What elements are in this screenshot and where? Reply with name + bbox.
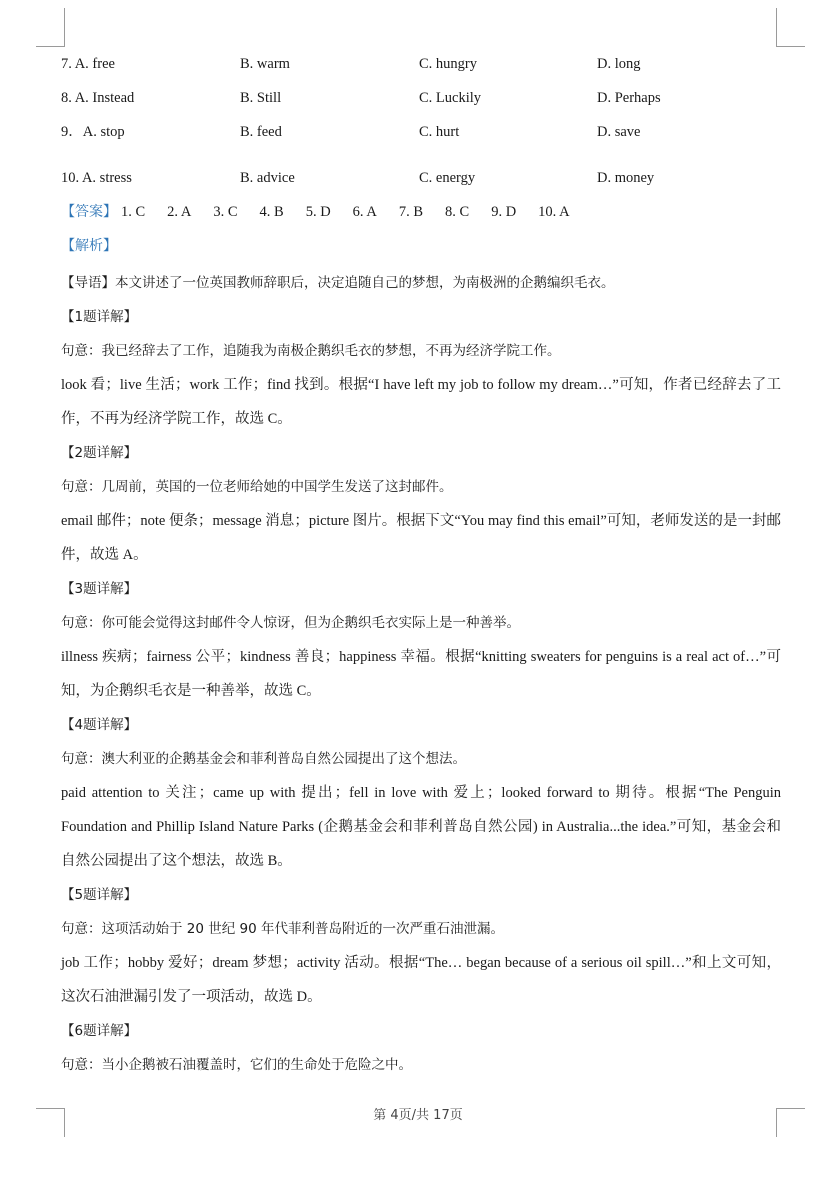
section-detail-3: illness 疾病；fairness 公平；kindness 善良；happiness 幸福。根据“knitting sweaters for penguins is a real act of…”可知，为企鹅织毛衣是一种善举，故选 C。 <box>61 649 781 699</box>
answer-item: 1. C <box>121 204 146 220</box>
section-detail-1: look 看；live 生活；work 工作；find 找到。根据“I have left my job to follow my dream…”可知，作者已经辞去了工作，不再为经济学院工作，故选 C。 <box>61 377 781 427</box>
answer-line <box>61 198 781 232</box>
meaning-text: 句意：几周前，英国的一位老师给她的中国学生发送了这封邮件。 <box>61 479 453 495</box>
meaning-text: 句意：澳大利亚的企鹅基金会和菲利普岛自然公园提出了这个想法。 <box>61 751 466 767</box>
section-title-2: 【2题详解】 <box>61 445 138 461</box>
option-b: B. feed <box>240 124 282 140</box>
section-meaning-2 <box>61 470 781 504</box>
intro-paragraph <box>61 266 781 300</box>
option-a: 9．A. stop <box>61 124 125 140</box>
option-b: B. warm <box>240 56 290 72</box>
meaning-text: 句意：我已经辞去了工作，追随我为南极企鹅织毛衣的梦想，不再为经济学院工作。 <box>61 343 561 359</box>
section-meaning-1 <box>61 334 781 368</box>
section-title-1: 【1题详解】 <box>61 309 138 325</box>
analysis-heading: 【解析】 <box>61 238 117 254</box>
intro-text: 【导语】本文讲述了一位英国教师辞职后，决定追随自己的梦想，为南极洲的企鹅编织毛衣。 <box>61 275 615 291</box>
answer-label: 【答案】 <box>61 204 117 220</box>
section-title-4: 【4题详解】 <box>61 717 138 733</box>
option-d: D. Perhaps <box>597 90 661 106</box>
answer-item: 3. C <box>213 204 238 220</box>
option-row-8 <box>61 84 781 118</box>
section-title-5: 【5题详解】 <box>61 887 138 903</box>
meaning-text: 句意：你可能会觉得这封邮件令人惊讶，但为企鹅织毛衣实际上是一种善举。 <box>61 615 520 631</box>
option-d: D. save <box>597 124 641 140</box>
option-row-7 <box>61 50 781 84</box>
option-b: B. advice <box>240 170 295 186</box>
answer-item: 4. B <box>259 204 284 220</box>
answer-item: 8. C <box>445 204 470 220</box>
option-d: D. money <box>597 170 655 186</box>
option-row-10 <box>61 164 781 198</box>
section-meaning-6 <box>61 1048 781 1082</box>
section-title-6: 【6题详解】 <box>61 1023 138 1039</box>
section-meaning-5 <box>61 912 781 946</box>
section-detail-5: job 工作；hobby 爱好；dream 梦想；activity 活动。根据“The… began because of a serious oil spill…”和上文可知，这次石油泄漏引发了一项活动，故选 D。 <box>61 955 781 1005</box>
meaning-text: 句意：这项活动始于 20 世纪 90 年代菲利普岛附近的一次严重石油泄漏。 <box>61 921 505 937</box>
option-d: D. long <box>597 56 641 72</box>
crop-mark-top-left <box>36 8 65 47</box>
section-meaning-3 <box>61 606 781 640</box>
answer-item: 5. D <box>305 204 331 220</box>
option-row-9 <box>61 118 781 164</box>
option-c: C. hungry <box>419 56 477 72</box>
answer-item: 9. D <box>491 204 517 220</box>
meaning-text: 句意：当小企鹅被石油覆盖时，它们的生命处于危险之中。 <box>61 1057 412 1073</box>
option-a: 7. A. free <box>61 56 115 72</box>
answer-item: 7. B <box>398 204 424 220</box>
section-meaning-4 <box>61 742 781 776</box>
option-a: 8. A. Instead <box>61 90 135 106</box>
crop-mark-top-right <box>776 8 805 47</box>
section-title-3: 【3题详解】 <box>61 581 138 597</box>
option-c: C. Luckily <box>419 90 482 106</box>
page-content <box>61 50 781 1082</box>
option-a: 10. A. stress <box>61 170 132 186</box>
answer-item: 2. A <box>167 204 192 220</box>
section-detail-2: email 邮件；note 便条；message 消息；picture 图片。根据下文“You may find this email”可知，老师发送的是一封邮件，故选 A。 <box>61 513 781 563</box>
option-b: B. Still <box>240 90 282 106</box>
section-detail-4: paid attention to 关注；came up with 提出；fell in love with 爱上；looked forward to 期待。根据“The Penguin Foundation and Phillip Island Nature Parks (企鹅基金会和菲利普岛自然公园) in Australia...the idea.”可知，基金会和自然公园提出了这个想法，故选 B。 <box>61 785 781 869</box>
option-c: C. hurt <box>419 124 460 140</box>
option-c: C. energy <box>419 170 476 186</box>
answer-item: 10. A <box>538 204 570 220</box>
answer-item: 6. A <box>352 204 377 220</box>
page-number: 第 4页/共 17页 <box>373 1108 463 1123</box>
